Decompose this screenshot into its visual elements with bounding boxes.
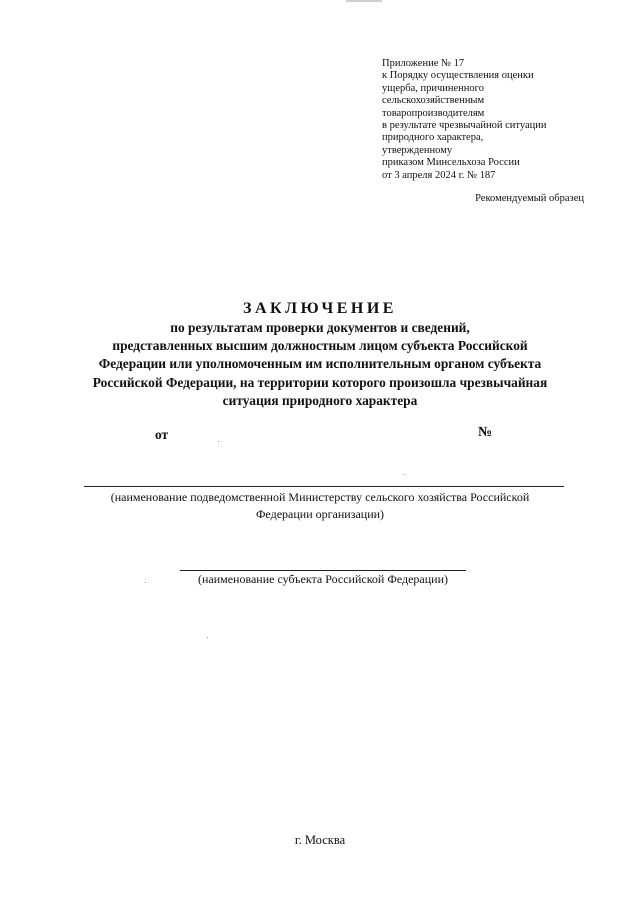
subtitle-line: ситуация природного характера [222, 392, 418, 408]
appendix-note [382, 58, 612, 182]
scan-speck [207, 637, 208, 638]
subtitle-line: представленных высшим должностным лицом субъекта Российской [112, 338, 528, 354]
appendix-line: приказом Минсельхоза России [382, 157, 520, 169]
organization-caption [70, 489, 570, 523]
document-title: ЗАКЛЮЧЕНИЕ [243, 300, 397, 317]
organization-name-line [84, 486, 564, 487]
scan-artifact [346, 0, 382, 2]
appendix-line: товаропроизводителям [382, 107, 485, 119]
appendix-line: Приложение № 17 [382, 58, 465, 69]
subject-caption: (наименование субъекта Российской Федерации) [197, 572, 449, 586]
appendix-line: ущерба, причиненного [382, 82, 484, 94]
date-label: от [155, 427, 169, 442]
city-label: г. Москва [294, 833, 346, 847]
appendix-line: от 3 апреля 2024 г. № 187 [382, 169, 496, 181]
appendix-line: природного характера, [382, 132, 484, 144]
appendix-line: утвержденному [382, 144, 453, 156]
appendix-line: к Порядку осуществления оценки [382, 70, 534, 82]
recommended-sample-label: Рекомендуемый образец [475, 193, 584, 204]
appendix-line: в результате чрезвычайной ситуации [382, 120, 547, 132]
caption-line: Федерации организации) [255, 507, 385, 521]
scan-speck [218, 441, 219, 442]
subtitle-line: Российской Федерации, на территории которого произошла чрезвычайная [92, 374, 548, 390]
document-heading [40, 299, 600, 410]
document-subtitle [40, 319, 600, 410]
subtitle-line: Федерации или уполномоченным им исполнительным органом субъекта [98, 356, 542, 372]
number-label: № [478, 425, 493, 440]
subtitle-line: по результатам проверки документов и сведений, [170, 320, 470, 335]
caption-line: (наименование подведомственной Министерству сельского хозяйства Российской [110, 490, 530, 504]
appendix-line: сельскохозяйственным [382, 95, 485, 107]
scan-speck [145, 582, 146, 583]
scan-speck [404, 474, 405, 475]
